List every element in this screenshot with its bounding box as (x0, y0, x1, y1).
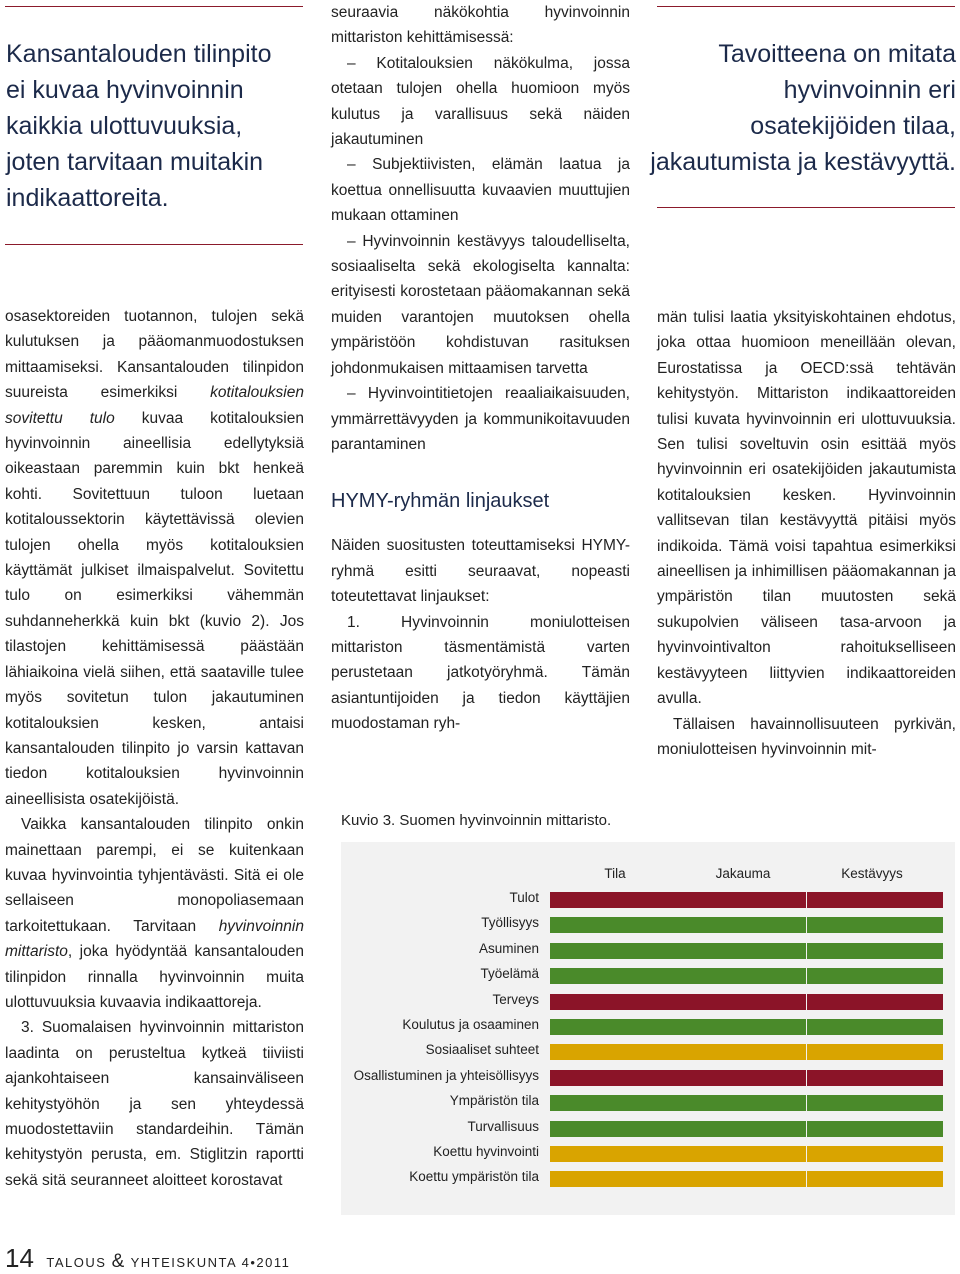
status-bar-green (550, 943, 678, 959)
status-bar-red (678, 892, 806, 908)
bullet-item: – Hyvinvoinnin kestävyys taloudelliselta, sosiaaliselta sekä ekologiselta kannalta: erityisesti korostetaan pääomakannan sekä muiden varantojen muutoksen ohella ympäristöön kohdistuvan rasituksen johdonmukaisen mittaamisen tarvetta (331, 232, 630, 377)
row-label: Terveys (492, 991, 539, 1007)
bullet-item: – Kotitalouksien näkökulma, jossa otetaan tulojen ohella huomioon myös kulutus ja varallisuus sekä näiden jakautuminen (331, 54, 630, 149)
status-bar-red (550, 1070, 678, 1086)
wellbeing-dashboard-chart (341, 842, 955, 1215)
column-3 (657, 305, 956, 762)
pull-quote-right-line: Tavoitteena on mitata (718, 40, 956, 68)
pull-quote-left-line: ei kuvaa hyvinvoinnin (6, 76, 244, 104)
row-label: Sosiaaliset suhteet (425, 1042, 539, 1058)
status-bar-red (807, 1070, 943, 1086)
pull-quote-right-line: hyvinvoinnin eri (783, 76, 956, 104)
pull-quote-left-line: Kansantalouden tilinpito (6, 40, 272, 68)
row-label: Koettu hyvinvointi (433, 1144, 539, 1159)
column-header-kestavyys: Kestävyys (841, 866, 903, 881)
status-bar-red (678, 1070, 806, 1086)
column-1 (5, 304, 304, 1193)
paragraph: män tulisi laatia yksityiskohtainen ehdotus, joka ottaa huomioon meneillään olevan, Eurostatissa ja OECD:ssä tehtävän kehitystyön. Mittariston indikaattoreiden tulisi kuvata hyvinvoinnin eri ulottuvuuksia. Sen tulisi soveltuvin osin esittää myös hyvinvoinnin eri osatekijöiden jakautumista kotitalouksien kesken. Hyvinvoinnin vallitsevan tilan kestävyyttä pitäisi myös indikoida. Tämä voisi tapahtua esimerkiksi aineellisen ja inhimillisen pääomakannan ja ympäristön tilan muutosten sekä sukupolvien väliseen tasa-arvoon ja hyvinvointivalton rahoitukselliseen kestävyyteen liittyvien indikaattoreiden avulla. (657, 309, 956, 708)
column-header-tila: Tila (604, 866, 626, 881)
pull-quote-right-top-rule (657, 6, 955, 7)
paragraph: Vaikka kansantalouden tilinpito onkin mainettaan parempi, ei se kuitenkaan kuvaa hyvinvointia tyhjentävästi. Sitä ei ole sellaiseen monopoliasemaan tarkoitettukaan. Tarvitaan hyvinvoinnin mittaristo, joka hyödyntää kansantalouden tilinpidon rinnalla hyvinvoinnin muita ulottuvuuksia kuvaavia indikaattoreja. (5, 816, 304, 1011)
pull-quote-right-line: jakautumista ja kestävyyttä. (650, 148, 956, 176)
status-bar-green (807, 1019, 943, 1035)
status-bar-yellow (550, 1044, 678, 1060)
bullet-item: – Subjektiivisten, elämän laatua ja koettua onnellisuutta kuvaavien muuttujien mukaan ottaminen (331, 156, 630, 225)
pull-quote-left (6, 36, 306, 216)
status-bar-green (678, 1019, 806, 1035)
status-bar-yellow (678, 1171, 806, 1187)
pull-quote-right (640, 36, 956, 180)
status-bar-yellow (807, 1044, 943, 1060)
status-bar-red (550, 994, 678, 1010)
status-bar-green (678, 968, 806, 984)
status-bar-green (678, 943, 806, 959)
pull-quote-left-top-rule (5, 6, 303, 7)
status-bar-green (678, 1095, 806, 1111)
row-label: Tulot (509, 890, 539, 905)
paragraph: osasektoreiden tuotannon, tulojen sekä kulutuksen ja pääomanmuodostuksen mittaamiseksi. Kansantalouden tilinpidon suureista esimerkiksi kotitalouksien sovitettu tulo kuvaa kotitalouksien hyvinvoinnin aineellisia edellytyksiä oikeastaan paremmin kuin bkt henkeä kohti. Sovitettuun tuloon luetaan kotitaloussektorin käytettävissä olevien tulojen ohella myös kotitalouksien käyttämät julkiset ilmaispalvelut. Sovitettu tulo on esimerkiksi vähemmän suhdanneherkkä kuin bkt (kuvio 2). Jos tilastojen kehittämisessä päästään lähiaikoina vielä siihen, että saataville tulee myös sovitetun tulon jakautuminen kotitalouksien kesken, antaisi kansantalouden tilinpito jo varsin kattavan tiedon kotitalouksien hyvinvoinnin aineellisista osatekijöistä. (5, 308, 304, 808)
status-bar-red (807, 994, 943, 1010)
emphasis: hyvinvoinnin mittaristo (5, 917, 304, 961)
magazine-name: TALOUS & YHTEISKUNTA 4•2011 (46, 1251, 291, 1272)
status-bar-yellow (550, 1171, 678, 1187)
status-bar-red (678, 994, 806, 1010)
pull-quote-right-line: osatekijöiden tilaa, (750, 112, 956, 140)
status-bar-yellow (807, 1171, 943, 1187)
row-label: Osallistuminen ja yhteisöllisyys (353, 1067, 539, 1083)
pull-quote-left-line: joten tarvitaan muitakin (6, 148, 264, 176)
row-label: Koulutus ja osaaminen (402, 1017, 539, 1032)
status-bar-green (550, 1019, 678, 1035)
page-number: 14 (5, 1243, 34, 1273)
page-footer (5, 1243, 290, 1274)
status-bar-green (550, 968, 678, 984)
figure-caption: Kuvio 3. Suomen hyvinvoinnin mittaristo. (341, 812, 612, 829)
paragraph: seuraavia näkökohtia hyvinvoinnin mittariston kehittämisessä: (331, 4, 630, 47)
status-bar-green (807, 1121, 943, 1137)
section-heading: HYMY-ryhmän linjaukset (331, 490, 550, 513)
row-label: Koettu ympäristön tila (409, 1169, 539, 1185)
row-label: Turvallisuus (467, 1118, 539, 1134)
status-bar-yellow (550, 1146, 678, 1162)
status-bar-yellow (807, 1146, 943, 1162)
status-bar-green (678, 1121, 806, 1137)
column-2 (331, 0, 630, 737)
status-bar-yellow (678, 1146, 806, 1162)
status-bar-green (807, 917, 943, 933)
numbered-item: 1. Hyvinvoinnin moniulotteisen mittariston täsmentämistä varten perustetaan jatkotyöryhmä. Tämän asiantuntijoiden ja tiedon käyttäjien muodostaman ryh- (331, 613, 630, 733)
status-bar-yellow (678, 1044, 806, 1060)
bullet-item: – Hyvinvointitietojen reaaliaikaisuuden, ymmärrettävyyden ja kommunikoitavuuden parantaminen (331, 385, 630, 453)
status-bar-green (807, 1095, 943, 1111)
status-bar-green (807, 968, 943, 984)
pull-quote-left-line: kaikkia ulottuvuuksia, (6, 112, 243, 140)
pull-quote-left-bottom-rule (5, 244, 303, 245)
row-label: Työelämä (480, 966, 539, 982)
status-bar-green (550, 917, 678, 933)
row-label: Ympäristön tila (449, 1093, 539, 1109)
status-bar-green (550, 1095, 678, 1111)
paragraph: Näiden suositusten toteuttamiseksi HYMY-ryhmä esitti seuraavat, nopeasti toteutettavat linjaukset: (331, 537, 630, 606)
row-label: Asuminen (478, 940, 539, 956)
paragraph: Tällaisen havainnollisuuteen pyrkivän, moniulotteisen hyvinvoinnin mit- (657, 715, 956, 758)
paragraph: 3. Suomalaisen hyvinvoinnin mittariston laadinta on perusteltua kytkeä tiiviisti ajankohtaiseen kansainväliseen kehitystyöhön ja sen yhteydessä muodostettaviin standardeihin. Tämän kehitystyön perusta, em. Stiglitzin raportti sekä sitä seuranneet aloitteet korostavat (5, 1019, 304, 1189)
emphasis: kotitalouksien sovitettu tulo (5, 384, 304, 427)
column-header-jakauma: Jakauma (715, 866, 771, 881)
pull-quote-left-line: indikaattoreita. (6, 184, 169, 212)
row-label: Työllisyys (481, 915, 539, 931)
pull-quote-right-bottom-rule (657, 207, 955, 208)
status-bar-green (807, 943, 943, 959)
status-bar-green (678, 917, 806, 933)
status-bar-green (550, 1121, 678, 1137)
status-bar-red (807, 892, 943, 908)
status-bar-red (550, 892, 678, 908)
